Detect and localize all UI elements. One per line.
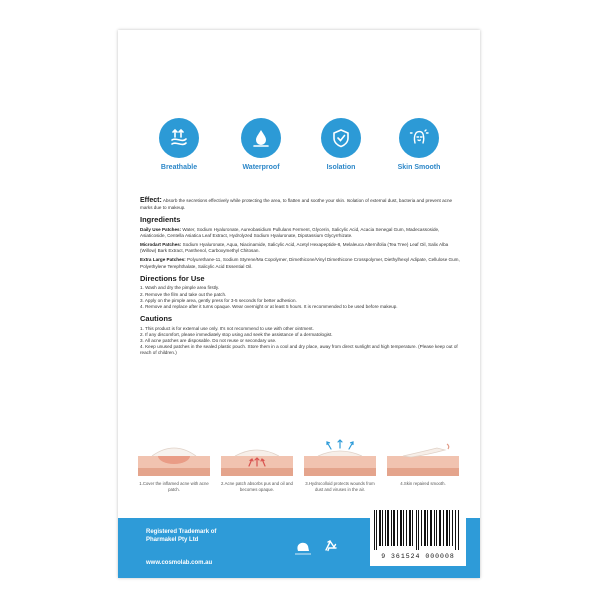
step-3 xyxy=(304,438,376,492)
ingredient-text: Sodium Hyaluronate, Aqua, Niacinamide, Salicylic Acid, Acetyl Hexapeptide-8, Melaleuca Alternifolia (Tea Tree) Leaf Oil, Salix Alba (Willow) Bark Extract, Panthenol, Carboxymethyl Chitosan. xyxy=(140,242,449,254)
list-item: 2. Remove the film and take out the patch. xyxy=(140,291,227,297)
step-caption: 4.Skin repaired smooth. xyxy=(400,481,446,486)
step-2-illustration xyxy=(221,438,293,476)
product-back-label xyxy=(118,30,480,578)
website-text: www.cosmolab.com.au xyxy=(146,560,213,566)
feature-isolation xyxy=(306,118,376,171)
step-caption: 3.Hydrocolloid protects wounds from dust and viruses in the air. xyxy=(305,481,375,492)
ingredients-daily xyxy=(140,227,460,239)
list-item: 1. Wash and dry the pimple area firstly. xyxy=(140,285,220,291)
feature-icons-row xyxy=(118,118,480,198)
list-item: 2. If any discomfort, please immediately stop using and seek the assistance of a dermatologist. xyxy=(140,331,333,337)
cautions-heading: Cautions xyxy=(140,313,173,323)
skin-smooth-icon xyxy=(399,118,439,158)
feature-skin-smooth xyxy=(384,118,454,171)
ingredient-label: Microdart Patches: xyxy=(140,242,182,248)
effect-text: Absorb the secretions effectively while protecting the area, to flatten and soothe your skin. Isolation of external dust, bacteria and prevent acne marks due to makeup. xyxy=(140,198,453,211)
barcode-bars xyxy=(374,510,460,550)
list-item: 4. Keep unused patches in the sealed plastic pouch. Store them in a cool and dry place, away from direct sunlight and high temperature. (Please keep out of reach of children.) xyxy=(140,343,458,355)
breathable-icon xyxy=(159,118,199,158)
feature-label: Breathable xyxy=(160,164,198,171)
cautions-list xyxy=(140,326,460,356)
footer-band xyxy=(118,518,480,578)
step-1-illustration xyxy=(138,438,210,476)
barcode xyxy=(370,506,466,566)
directions-heading: Directions for Use xyxy=(140,273,205,283)
label-text-content xyxy=(140,196,460,356)
barcode-number: 9 361524 000008 xyxy=(381,553,455,560)
waterproof-icon xyxy=(241,118,281,158)
ingredients-heading: Ingredients xyxy=(140,215,181,225)
list-item: 4. Remove and replace after it turns opaque. Wear overnight or at least 5 hours. It is recommended to be used before makeup. xyxy=(140,303,398,309)
step-caption: 2.Acne patch absorbs pus and oil and becomes opaque. xyxy=(221,481,293,492)
registered-line-1: Registered Trademark of xyxy=(146,529,217,535)
directions-list xyxy=(140,285,460,309)
ingredients-extra-large xyxy=(140,257,460,269)
registered-line-2: Pharmakel Pty Ltd xyxy=(146,537,199,544)
recycle-icon xyxy=(326,541,336,551)
no-animal-testing-icon xyxy=(295,543,311,554)
step-4-illustration xyxy=(387,438,459,476)
ingredients-microdart xyxy=(140,242,460,254)
ingredient-text: Polyurethane-11, Sodium Styrene/Ma Copolymer, Dimethicone/Vinyl Dimethicone Crosspolymer, Diethylhexyl Adipate, Cellulose Gum, Polyethylene Terephthalate, Salicylic Acid Essential Oil. xyxy=(140,257,460,269)
list-item: 3. All acne patches are disposable. Do not reuse or secondary use. xyxy=(140,337,277,343)
step-1 xyxy=(138,438,210,492)
registered-trademark xyxy=(146,528,216,544)
ingredient-text: Water, Sodium Hyaluronate, Aureobasidium Pullulans Ferment, Glycerin, Salicylic Acid, Acacia Senegal Gum, Madecassoside, Asiaticoside, Centella Asiatica Leaf Extract, Hydrolyzed Sodium Hyaluronate, Dipotassium Glycyrrhizate. xyxy=(140,227,440,239)
step-4 xyxy=(387,438,459,487)
effect-heading: Effect: xyxy=(140,197,162,204)
ingredient-label: Daily Use Patches: xyxy=(140,227,182,233)
effect-paragraph xyxy=(140,196,460,211)
feature-waterproof xyxy=(226,118,296,171)
list-item: 3. Apply on the pimple area, gently press for 3-5 seconds for better adhesion. xyxy=(140,297,297,303)
step-3-illustration xyxy=(304,438,376,476)
feature-breathable xyxy=(144,118,214,171)
eco-icons xyxy=(292,536,348,558)
ingredient-label: Extra Large Patches: xyxy=(140,257,186,263)
feature-label: Skin Smooth xyxy=(397,164,441,171)
isolation-icon xyxy=(321,118,361,158)
feature-label: Waterproof xyxy=(242,164,280,171)
step-2 xyxy=(221,438,293,492)
feature-label: Isolation xyxy=(326,164,356,171)
step-caption: 1.Cover the inflamed acne with acne patch. xyxy=(139,481,209,492)
list-item: 1. This product is for external use only. It's not recommend to use with other ointment. xyxy=(140,325,314,331)
